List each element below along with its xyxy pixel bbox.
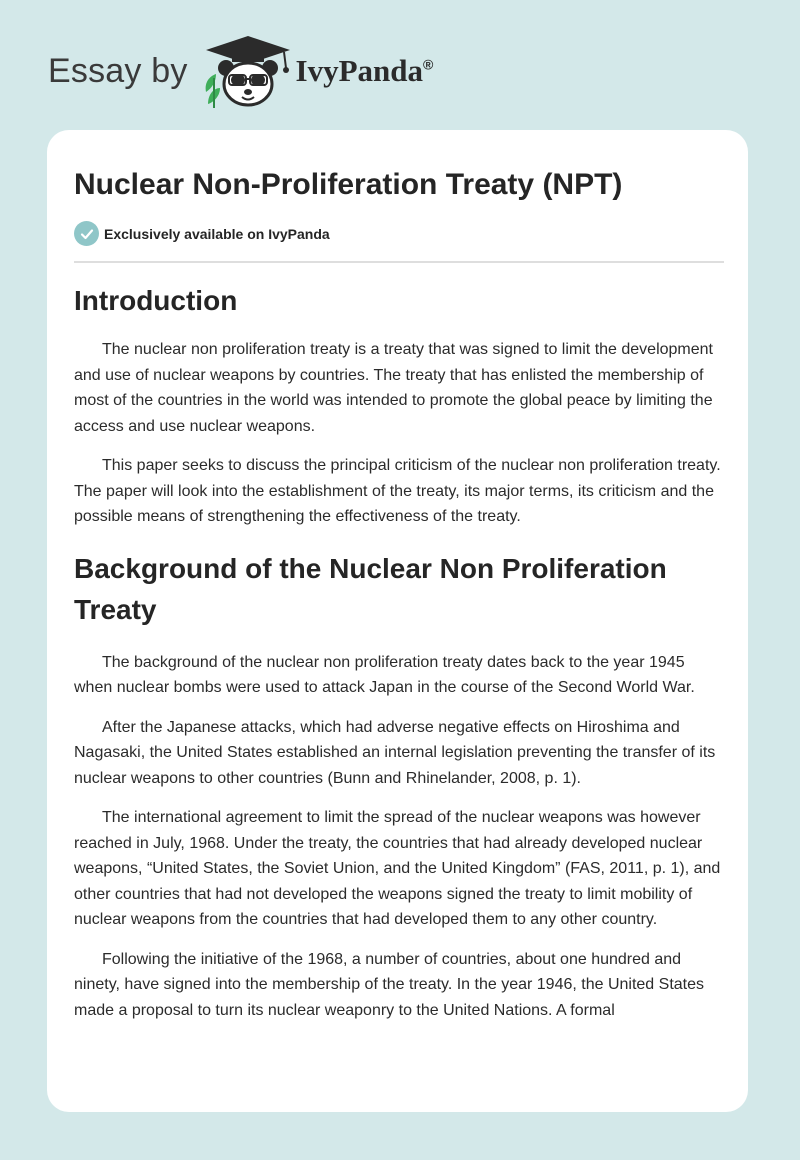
- brand-header[interactable]: [48, 34, 433, 108]
- check-icon: [74, 221, 99, 246]
- essay-card: [47, 130, 748, 1112]
- essay-by-label: Essay by: [48, 51, 188, 90]
- brand-name: [296, 53, 434, 89]
- paragraph: The background of the nuclear non proliferation treaty dates back to the year 1945 when nuclear bombs were used to attack Japan in the course of the Second World War.: [74, 653, 695, 696]
- paragraph: After the Japanese attacks, which had adverse negative effects on Hiroshima and Nagasaki, the United States established an internal legislation preventing the transfer of its nuclear weapons to other countries (Bunn and Rhinelander, 2008, p. 1).: [74, 718, 716, 787]
- panda-graduate-logo-icon: [202, 34, 294, 108]
- paragraph: Following the initiative of the 1968, a number of countries, about one hundred and ninety, have signed into the membership of the treaty. In the year 1946, the United States made a proposal to turn its nuclear weaponry to the United Nations. A formal: [74, 950, 705, 1019]
- exclusive-label: Exclusively available on IvyPanda: [104, 225, 330, 242]
- brand-name-text: IvyPanda: [295, 53, 424, 88]
- section-heading-background: Background of the Nuclear Non Proliferation Treaty: [74, 552, 667, 625]
- divider: [74, 261, 724, 263]
- article-body: [74, 280, 724, 1023]
- page-title: Nuclear Non-Proliferation Treaty (NPT): [74, 168, 623, 201]
- registered-mark: ®: [423, 56, 434, 73]
- exclusive-badge: [74, 221, 330, 246]
- paragraph: The nuclear non proliferation treaty is a treaty that was signed to limit the development and use of nuclear weapons by countries. The treaty that has enlisted the membership of most of the countries in the world was intended to promote the global peace by limiting the access and use nuclear weapons.: [74, 341, 713, 435]
- paragraph: The international agreement to limit the spread of the nuclear weapons was however reached in July, 1968. Under the treaty, the countries that had already developed nuclear weapons, “United States, the Soviet Union, and the United Kingdom” (FAS, 2011, p. 1), and other countries that had not developed the weapons signed the treaty to limit mobility of nuclear weapons from the countries that had developed them to any other country.: [74, 809, 721, 928]
- section-heading-introduction: Introduction: [74, 285, 238, 316]
- paragraph: This paper seeks to discuss the principal criticism of the nuclear non proliferation treaty. The paper will look into the establishment of the treaty, its major terms, its criticism and the possible means of strengthening the effectiveness of the treaty.: [74, 457, 721, 525]
